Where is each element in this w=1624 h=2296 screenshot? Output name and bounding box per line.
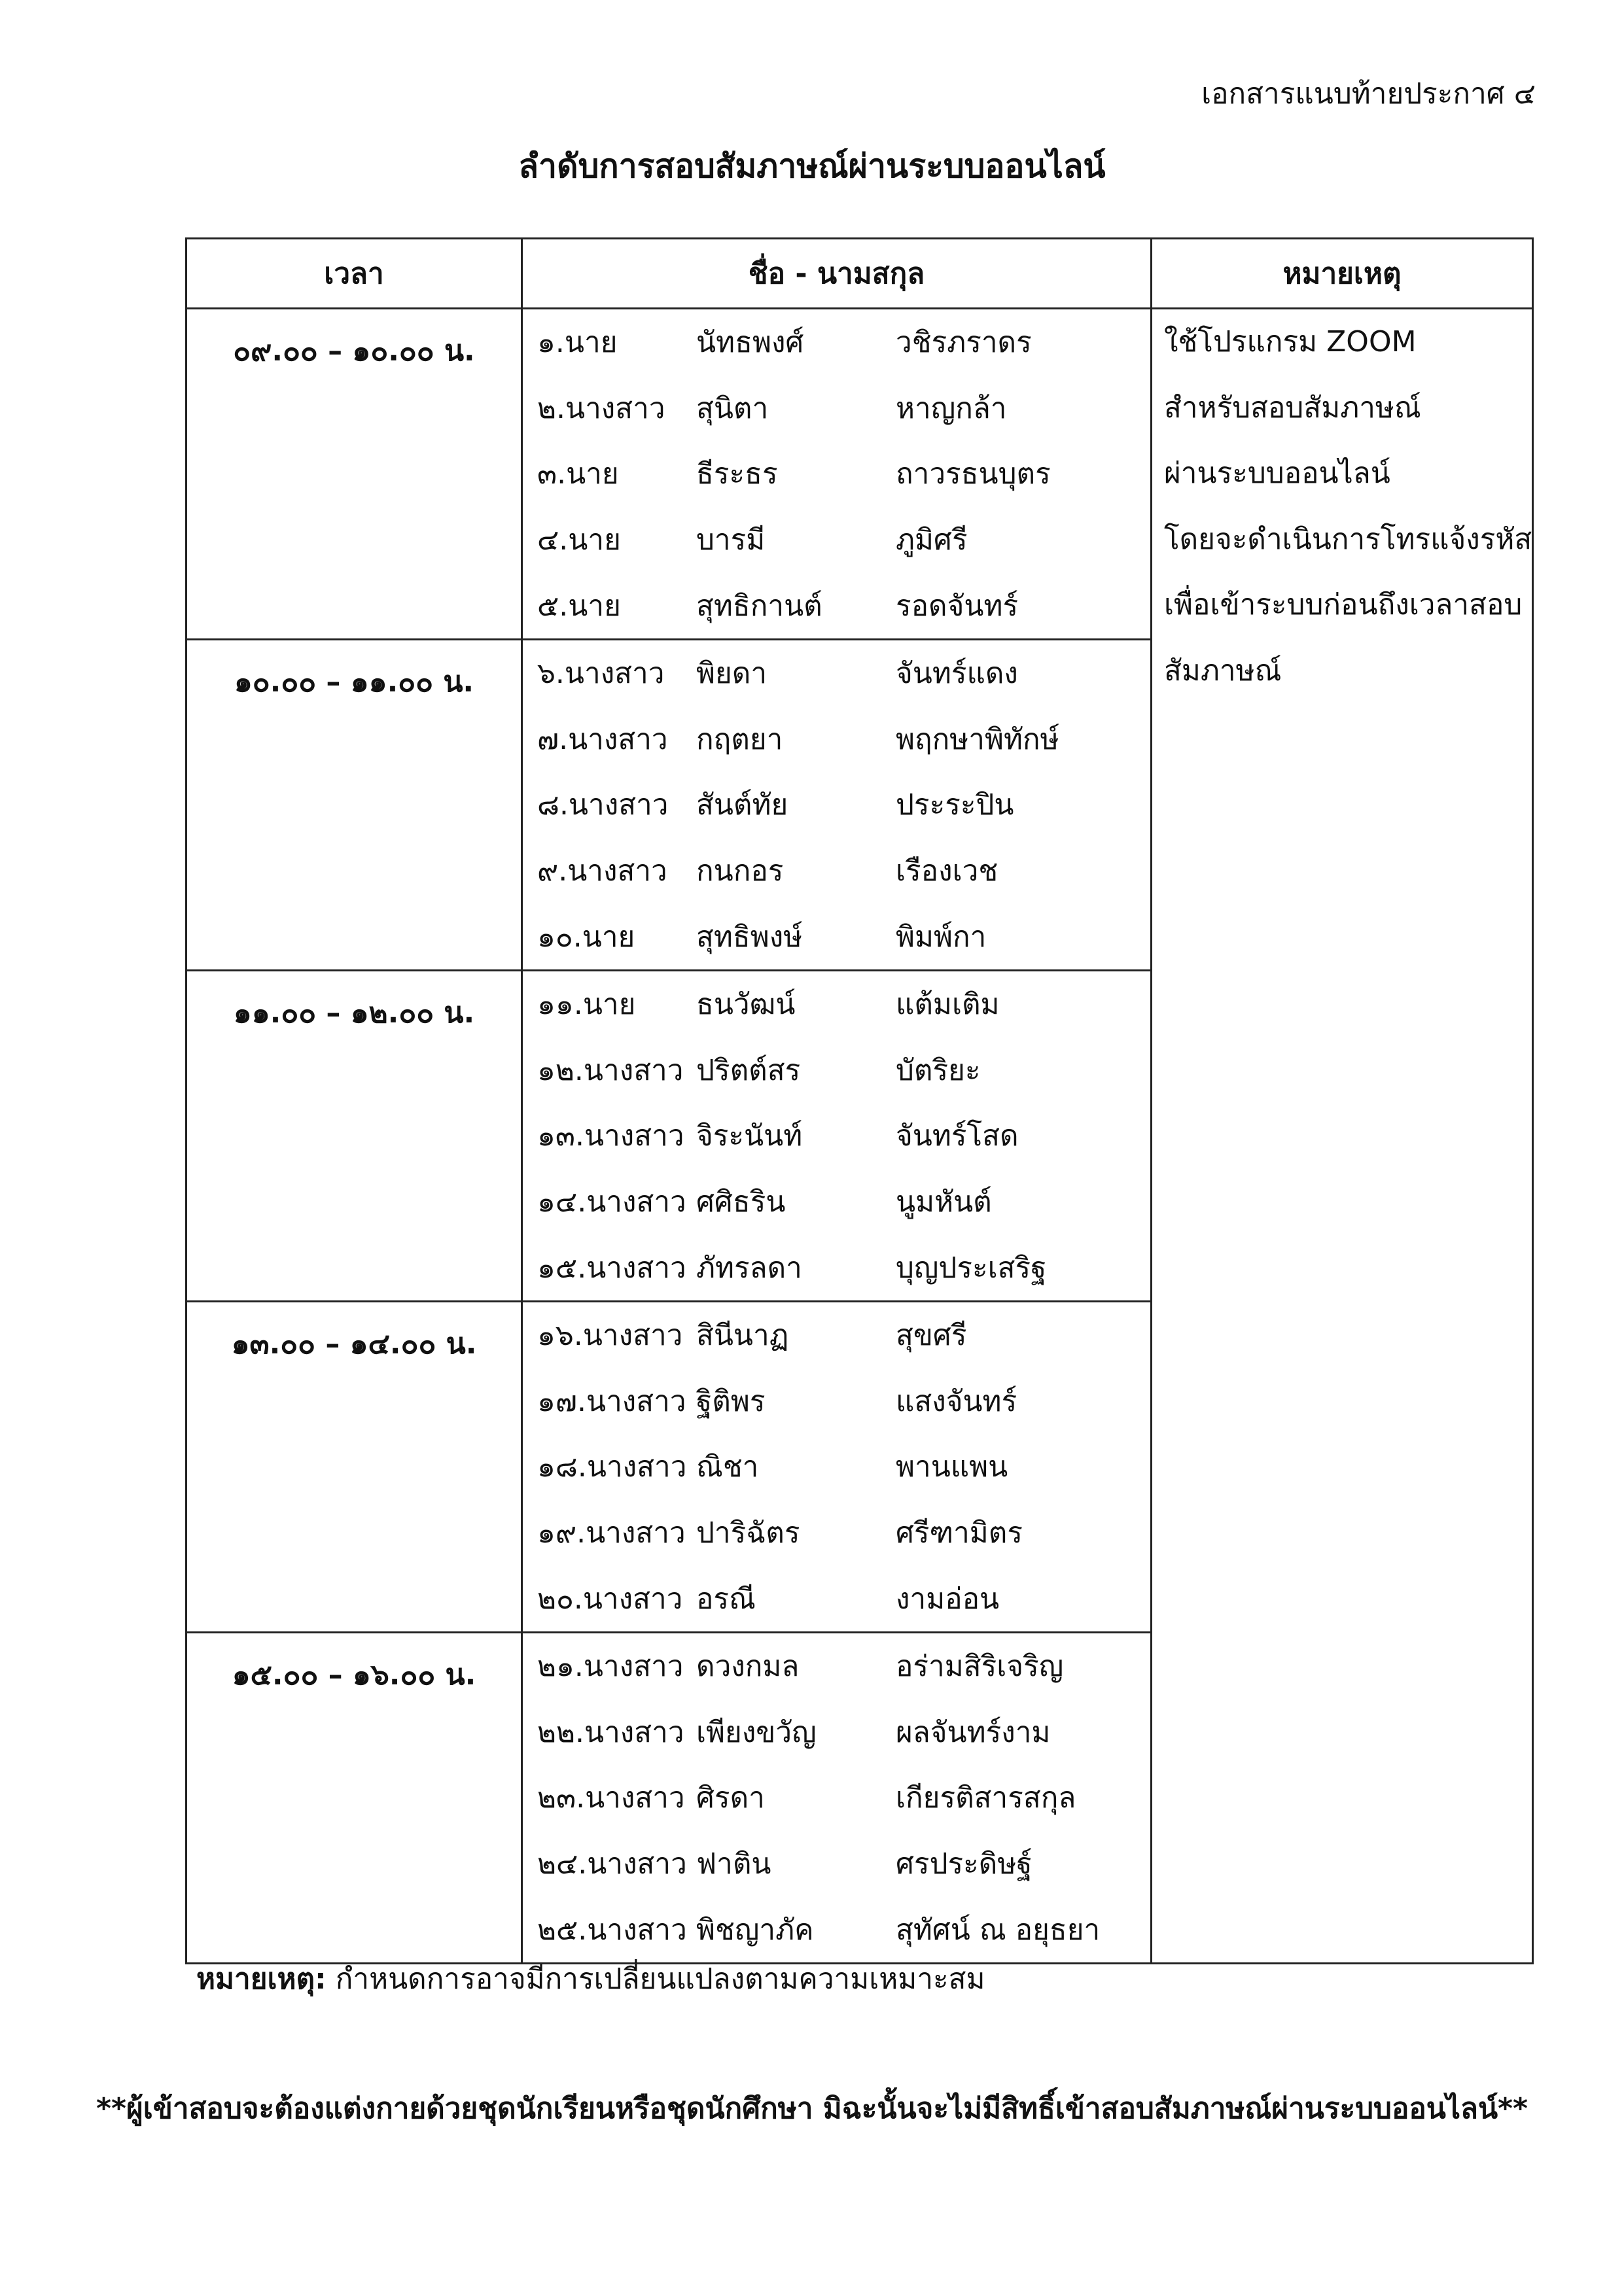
candidate-first-name: ปริตต์สร: [696, 1053, 801, 1087]
candidate-last-name: ประระปิน: [896, 788, 1014, 822]
candidate-row: [523, 1434, 1150, 1500]
note-text: กำหนดการอาจมีการเปลี่ยนแปลงตามความเหมาะสม: [335, 1962, 985, 1996]
candidate-number: ๑๑.นาย: [537, 988, 636, 1022]
candidate-number: ๖.นางสาว: [537, 657, 665, 691]
candidate-first-name: บารมี: [696, 523, 766, 557]
header-remark: หมายเหตุ: [1152, 239, 1533, 309]
candidate-row: [523, 1037, 1150, 1104]
note: [196, 1956, 985, 2002]
remark-line: โดยจะดำเนินการโทรแจ้งรหัส: [1164, 522, 1532, 556]
candidate-number: ๑.นาย: [537, 326, 618, 360]
candidate-row: [523, 1831, 1150, 1897]
candidate-number: ๒๕.นางสาว: [537, 1913, 687, 1947]
candidate-row: [523, 1169, 1150, 1235]
candidate-first-name: ณิชา: [696, 1450, 759, 1484]
candidate-first-name: ศศิธริน: [696, 1185, 786, 1219]
candidate-first-name: จิระนันท์: [696, 1119, 803, 1153]
candidate-first-name: พิชญาภัค: [696, 1913, 814, 1947]
candidate-last-name: ศรีฑามิตร: [896, 1516, 1023, 1550]
candidate-number: ๓.นาย: [537, 457, 619, 491]
footer-warning: **ผู้เข้าสอบจะต้องแต่งกายด้วยชุดนักเรียนหรือชุดนักศึกษา มิฉะนั้นจะไม่มีสิทธิ์เข้าสอบสัมภาษณ์ผ่านระบบออนไลน์**: [96, 2092, 1528, 2125]
candidate-number: ๒.นางสาว: [537, 391, 665, 425]
candidate-first-name: ภัทรลดา: [696, 1251, 802, 1285]
candidate-last-name: จันทร์โสด: [896, 1119, 1019, 1153]
remark-line: สำหรับสอบสัมภาษณ์: [1164, 391, 1421, 425]
candidate-last-name: ศรประดิษฐ์: [896, 1847, 1033, 1881]
candidate-number: ๑๖.นางสาว: [537, 1319, 683, 1353]
candidate-number: ๒๐.นางสาว: [537, 1582, 683, 1616]
candidate-last-name: ภูมิศรี: [896, 523, 968, 557]
candidate-row: [523, 1500, 1150, 1566]
slot-time: ๑๑.๐๐ – ๑๒.๐๐ น.: [186, 970, 522, 1301]
candidate-last-name: อร่ามสิริเจริญ: [896, 1650, 1064, 1684]
candidate-number: ๕.นาย: [537, 589, 621, 623]
candidate-number: ๗.นางสาว: [537, 722, 668, 756]
candidate-number: ๘.นางสาว: [537, 788, 669, 822]
candidate-last-name: งามอ่อน: [896, 1582, 1000, 1616]
candidate-last-name: สุขศรี: [896, 1319, 967, 1353]
candidate-first-name: ฐิติพร: [696, 1384, 766, 1418]
candidate-row: [523, 375, 1150, 442]
candidate-first-name: สุนิตา: [696, 391, 769, 425]
candidate-first-name: ธีระธร: [696, 457, 778, 491]
candidate-first-name: นัทธพงศ์: [696, 326, 804, 360]
candidate-last-name: วชิรภราดร: [896, 326, 1032, 360]
candidate-last-name: หาญกล้า: [896, 391, 1007, 425]
page-title: ลำดับการสอบสัมภาษณ์ผ่านระบบออนไลน์: [518, 147, 1106, 185]
header-time: เวลา: [186, 239, 522, 309]
document-reference: เอกสารแนบท้ายประกาศ ๔: [1201, 77, 1536, 111]
candidate-last-name: จันทร์แดง: [896, 657, 1018, 691]
candidate-row: [523, 1368, 1150, 1435]
candidate-first-name: อรณี: [696, 1582, 756, 1616]
candidate-row: [523, 1302, 1150, 1368]
candidate-row: [523, 507, 1150, 573]
candidate-row: [523, 1699, 1150, 1765]
candidate-row: [523, 971, 1150, 1037]
candidate-last-name: นูมหันต์: [896, 1185, 992, 1219]
candidate-last-name: เกียรติสารสกุล: [896, 1781, 1076, 1815]
candidate-last-name: แต้มเติม: [896, 988, 1000, 1022]
candidate-number: ๑๙.นางสาว: [537, 1516, 686, 1550]
candidate-number: ๔.นาย: [537, 523, 621, 557]
candidate-row: [523, 1234, 1150, 1300]
remark-line: ผ่านระบบออนไลน์: [1164, 457, 1390, 491]
header-name: ชื่อ - นามสกุล: [522, 239, 1152, 309]
candidate-last-name: ผลจันทร์งาม: [896, 1715, 1051, 1749]
candidate-number: ๒๒.นางสาว: [537, 1715, 684, 1749]
candidate-number: ๒๔.นางสาว: [537, 1847, 687, 1881]
slot-names: [522, 309, 1152, 640]
candidate-number: ๒๓.นางสาว: [537, 1781, 685, 1815]
candidate-row: [523, 772, 1150, 838]
candidate-number: ๑๒.นางสาว: [537, 1053, 684, 1087]
candidate-row: [523, 1633, 1150, 1699]
candidate-last-name: บุญประเสริฐ: [896, 1251, 1047, 1285]
candidate-first-name: ปาริฉัตร: [696, 1516, 800, 1550]
candidate-number: ๒๑.นางสาว: [537, 1650, 684, 1684]
candidate-number: ๑๐.นาย: [537, 920, 635, 954]
candidate-last-name: เรืองเวช: [896, 854, 998, 888]
candidate-row: [523, 1565, 1150, 1631]
slot-names: [522, 1632, 1152, 1963]
table-body: [186, 309, 1533, 1964]
candidate-last-name: พฤกษาพิทักษ์: [896, 722, 1059, 756]
candidate-number: ๑๓.นางสาว: [537, 1119, 684, 1153]
candidate-last-name: รอดจันทร์: [896, 589, 1019, 623]
slot-time: ๑๓.๐๐ – ๑๔.๐๐ น.: [186, 1301, 522, 1632]
candidate-last-name: ถาวรธนบุตร: [896, 457, 1051, 491]
slot-names: [522, 1301, 1152, 1632]
candidate-row: [523, 441, 1150, 507]
candidate-first-name: ฟาติน: [696, 1847, 771, 1881]
candidate-row: [523, 572, 1150, 638]
candidate-first-name: กฤตยา: [696, 722, 783, 756]
remark-line: ใช้โปรแกรม ZOOM: [1164, 325, 1417, 358]
candidate-first-name: สันต์ทัย: [696, 788, 788, 822]
candidate-row: [523, 309, 1150, 375]
candidate-row: [523, 1103, 1150, 1169]
candidate-row: [523, 1896, 1150, 1962]
candidate-first-name: สินีนาฏ: [696, 1319, 789, 1353]
candidate-first-name: ศิรดา: [696, 1781, 765, 1815]
candidate-number: ๙.นางสาว: [537, 854, 667, 888]
candidate-row: [523, 838, 1150, 904]
remark-line: เพื่อเข้าระบบก่อนถึงเวลาสอบ: [1164, 588, 1523, 622]
candidate-number: ๑๗.นางสาว: [537, 1384, 686, 1418]
candidate-last-name: สุทัศน์ ณ อยุธยา: [896, 1913, 1101, 1947]
candidate-first-name: ดวงกมล: [696, 1650, 800, 1684]
candidate-first-name: สุทธิกานต์: [696, 589, 822, 623]
slot-names: [522, 639, 1152, 970]
remark-line: สัมภาษณ์: [1164, 653, 1282, 687]
candidate-row: [523, 1765, 1150, 1831]
candidate-row: [523, 903, 1150, 969]
candidate-row: [523, 640, 1150, 706]
slot-names: [522, 970, 1152, 1301]
candidate-row: [523, 706, 1150, 773]
candidate-first-name: ธนวัฒน์: [696, 988, 796, 1022]
candidate-last-name: พานแพน: [896, 1450, 1008, 1484]
slot-time: ๑๐.๐๐ – ๑๑.๐๐ น.: [186, 639, 522, 970]
candidate-first-name: เพียงขวัญ: [696, 1715, 817, 1749]
slot-time: ๑๕.๐๐ – ๑๖.๐๐ น.: [186, 1632, 522, 1963]
table-header-row: [186, 239, 1533, 309]
candidate-last-name: บัตริยะ: [896, 1053, 981, 1087]
remark-cell: [1152, 309, 1533, 1964]
time-slot-row: [186, 309, 1533, 640]
candidate-number: ๑๘.นางสาว: [537, 1450, 687, 1484]
candidate-last-name: พิมพ์กา: [896, 920, 987, 954]
candidate-last-name: แสงจันทร์: [896, 1384, 1017, 1418]
slot-time: ๐๙.๐๐ – ๑๐.๐๐ น.: [186, 309, 522, 640]
candidate-first-name: พิยดา: [696, 657, 768, 691]
candidate-number: ๑๕.นางสาว: [537, 1251, 686, 1285]
note-label: หมายเหตุ:: [196, 1962, 327, 1996]
interview-schedule-table: [185, 237, 1534, 1964]
candidate-first-name: สุทธิพงษ์: [696, 920, 803, 954]
candidate-first-name: กนกอร: [696, 854, 784, 888]
candidate-number: ๑๔.นางสาว: [537, 1185, 686, 1219]
